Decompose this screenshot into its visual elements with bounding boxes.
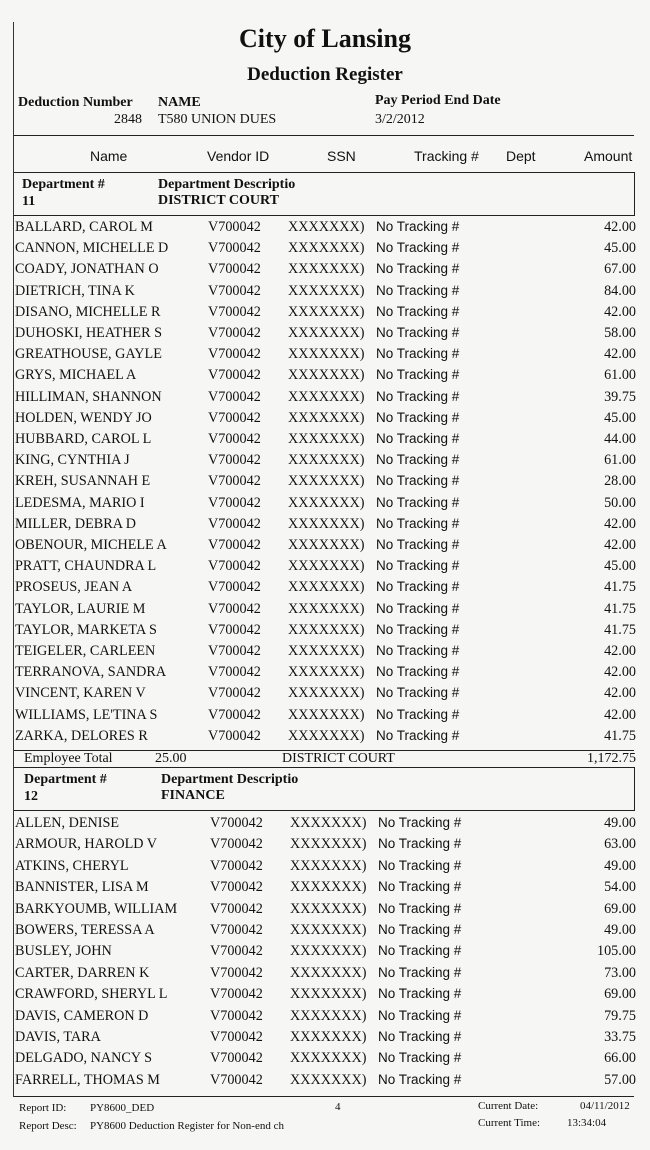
deduction-amount: 42.00 <box>604 303 636 320</box>
deduction-amount: 41.75 <box>604 621 636 638</box>
footer-divider <box>14 1096 634 1097</box>
ssn-masked: XXXXXXX) <box>288 515 365 532</box>
header-divider <box>14 135 634 136</box>
tracking-number: No Tracking # <box>378 857 462 873</box>
vendor-id: V700042 <box>208 346 261 363</box>
vendor-id: V700042 <box>208 261 261 278</box>
ssn-masked: XXXXXXX) <box>288 409 365 426</box>
employee-name: PROSEUS, JEAN A <box>15 579 133 596</box>
vendor-id: V700042 <box>210 964 263 981</box>
ssn-masked: XXXXXXX) <box>288 388 365 405</box>
table-row <box>14 261 636 282</box>
department-description-label: Department Descriptio <box>161 772 299 787</box>
tracking-number: No Tracking # <box>378 836 462 852</box>
table-row <box>14 901 636 922</box>
report-title: City of Lansing <box>239 24 411 53</box>
table-row <box>14 1050 636 1071</box>
table-row <box>14 325 636 346</box>
ssn-masked: XXXXXXX) <box>290 815 367 831</box>
table-row <box>14 685 636 706</box>
table-row <box>14 858 636 879</box>
vendor-id: V700042 <box>208 600 261 617</box>
table-row <box>14 473 636 494</box>
tracking-number: No Tracking # <box>378 879 462 895</box>
ssn-masked: XXXXXXX) <box>288 706 365 723</box>
table-row <box>14 815 636 836</box>
vendor-id: V700042 <box>210 922 263 938</box>
table-row <box>14 643 636 664</box>
table-row <box>14 579 636 600</box>
report-id: PY8600_DED <box>90 1102 155 1114</box>
deduction-amount: 45.00 <box>604 240 636 257</box>
table-row <box>14 367 636 388</box>
employee-name: HUBBARD, CAROL L <box>15 431 152 447</box>
ssn-masked: XXXXXXX) <box>288 664 365 681</box>
tracking-number: No Tracking # <box>376 515 460 531</box>
vendor-id: V700042 <box>208 409 261 426</box>
tracking-number: No Tracking # <box>376 579 460 595</box>
vendor-id: V700042 <box>210 943 263 960</box>
report-id-label: Report ID: <box>19 1102 67 1114</box>
vendor-id: V700042 <box>208 558 261 575</box>
employee-name: PRATT, CHAUNDRA L <box>15 558 157 575</box>
deduction-amount: 54.00 <box>604 879 636 896</box>
deduction-number-label: Deduction Number <box>18 95 133 110</box>
employee-name: BANNISTER, LISA M <box>15 879 149 896</box>
ssn-masked: XXXXXXX) <box>290 1007 367 1024</box>
deduction-amount: 39.75 <box>604 388 636 405</box>
ssn-masked: XXXXXXX) <box>288 621 365 638</box>
tracking-number: No Tracking # <box>376 452 460 468</box>
employee-name: LEDESMA, MARIO I <box>15 494 145 511</box>
column-header-name: Name <box>90 148 128 164</box>
tracking-number: No Tracking # <box>378 943 462 959</box>
deduction-amount: 42.00 <box>604 515 636 532</box>
current-time-label: Current Time: <box>478 1117 541 1129</box>
deduction-amount: 42.00 <box>604 664 636 681</box>
tracking-number: No Tracking # <box>378 1007 462 1023</box>
table-row <box>14 728 636 749</box>
employee-name: ARMOUR, HAROLD V <box>15 836 158 853</box>
table-row <box>14 304 636 325</box>
tracking-number: No Tracking # <box>376 367 460 383</box>
employee-name: DUHOSKI, HEATHER S <box>15 325 162 341</box>
tracking-number: No Tracking # <box>376 621 460 637</box>
vendor-id: V700042 <box>208 431 261 447</box>
ssn-masked: XXXXXXX) <box>288 727 365 744</box>
ssn-masked: XXXXXXX) <box>288 685 365 702</box>
deduction-amount: 42.00 <box>604 537 636 553</box>
ssn-masked: XXXXXXX) <box>288 431 365 447</box>
ssn-masked: XXXXXXX) <box>288 537 365 553</box>
page-number: 4 <box>335 1101 341 1113</box>
vendor-id: V700042 <box>210 836 263 853</box>
table-row <box>14 346 636 367</box>
vendor-id: V700042 <box>210 1050 263 1067</box>
tracking-number: No Tracking # <box>378 1071 462 1087</box>
table-row <box>14 879 636 900</box>
tracking-number: No Tracking # <box>376 643 460 658</box>
ssn-masked: XXXXXXX) <box>288 558 365 575</box>
tracking-number: No Tracking # <box>378 815 462 830</box>
tracking-number: No Tracking # <box>376 388 460 404</box>
deduction-number: 2848 <box>114 112 142 127</box>
department-number: 11 <box>22 194 36 209</box>
employee-name: DAVIS, CAMERON D <box>15 1007 149 1024</box>
employee-total-amount: 1,172.75 <box>587 751 636 766</box>
vendor-id: V700042 <box>208 240 261 257</box>
vendor-id: V700042 <box>210 879 263 896</box>
employee-name: BOWERS, TERESSA A <box>15 922 155 938</box>
vendor-id: V700042 <box>208 515 261 532</box>
tracking-number: No Tracking # <box>376 282 460 298</box>
table-row <box>14 558 636 579</box>
department-description-label: Department Descriptio <box>158 177 296 192</box>
ssn-masked: XXXXXXX) <box>288 473 365 490</box>
table-row <box>14 986 636 1007</box>
report-desc: PY8600 Deduction Register for Non-end ch <box>90 1120 284 1132</box>
column-header-dept: Dept <box>506 148 536 164</box>
ssn-masked: XXXXXXX) <box>290 879 367 896</box>
employee-name: GRYS, MICHAEL A <box>15 367 137 384</box>
employee-name: TERRANOVA, SANDRA <box>15 664 167 681</box>
deduction-amount: 42.00 <box>604 643 636 659</box>
deduction-amount: 42.00 <box>604 219 636 235</box>
table-row <box>14 240 636 261</box>
vendor-id: V700042 <box>208 473 261 490</box>
ssn-masked: XXXXXXX) <box>290 1029 367 1045</box>
ssn-masked: XXXXXXX) <box>288 579 365 596</box>
deduction-amount: 41.75 <box>604 579 636 596</box>
table-row <box>14 495 636 516</box>
deduction-amount: 42.00 <box>604 346 636 363</box>
vendor-id: V700042 <box>208 388 261 405</box>
vendor-id: V700042 <box>210 1071 263 1088</box>
deduction-amount: 42.00 <box>604 706 636 723</box>
tracking-number: No Tracking # <box>378 964 462 980</box>
tracking-number: No Tracking # <box>376 325 460 340</box>
table-row <box>14 219 636 240</box>
tracking-number: No Tracking # <box>376 685 460 701</box>
vendor-id: V700042 <box>208 303 261 320</box>
employee-name: HILLIMAN, SHANNON <box>15 388 162 405</box>
tracking-number: No Tracking # <box>376 664 460 680</box>
employee-name: FARRELL, THOMAS M <box>15 1071 160 1088</box>
table-row <box>14 410 636 431</box>
tracking-number: No Tracking # <box>376 219 460 234</box>
table-row <box>14 431 636 452</box>
current-date-label: Current Date: <box>478 1100 539 1112</box>
ssn-masked: XXXXXXX) <box>288 261 365 278</box>
department-header-box <box>14 172 635 216</box>
ssn-masked: XXXXXXX) <box>290 900 367 917</box>
table-row <box>14 1072 636 1093</box>
tracking-number: No Tracking # <box>376 706 460 722</box>
vendor-id: V700042 <box>210 986 263 1003</box>
tracking-number: No Tracking # <box>376 240 460 256</box>
column-header-tracking: Tracking # <box>414 148 479 164</box>
column-header-vendor: Vendor ID <box>207 148 270 164</box>
ssn-masked: XXXXXXX) <box>290 857 367 874</box>
ssn-masked: XXXXXXX) <box>290 922 367 938</box>
tracking-number: No Tracking # <box>376 558 460 574</box>
ssn-masked: XXXXXXX) <box>290 1071 367 1088</box>
employee-name: GREATHOUSE, GAYLE <box>15 346 162 363</box>
tracking-number: No Tracking # <box>376 537 460 552</box>
vendor-id: V700042 <box>208 643 261 659</box>
vendor-id: V700042 <box>210 900 263 917</box>
employee-total-label: Employee Total <box>24 751 113 766</box>
employee-name: ATKINS, CHERYL <box>15 857 129 874</box>
deduction-amount: 69.00 <box>604 900 636 917</box>
vendor-id: V700042 <box>210 857 263 874</box>
employee-name: CRAWFORD, SHERYL L <box>15 986 168 1003</box>
table-row <box>14 622 636 643</box>
ssn-masked: XXXXXXX) <box>288 452 365 469</box>
pay-period-label: Pay Period End Date <box>375 93 501 108</box>
employee-name: VINCENT, KAREN V <box>15 685 146 702</box>
employee-name: OBENOUR, MICHELE A <box>15 537 167 553</box>
deduction-amount: 33.75 <box>604 1029 636 1045</box>
tracking-number: No Tracking # <box>376 409 460 425</box>
table-row <box>14 601 636 622</box>
tracking-number: No Tracking # <box>378 900 462 916</box>
tracking-number: No Tracking # <box>378 1029 462 1044</box>
ssn-masked: XXXXXXX) <box>288 346 365 363</box>
department-number: 12 <box>24 789 38 804</box>
employee-name: HOLDEN, WENDY JO <box>15 409 152 426</box>
table-row <box>14 922 636 943</box>
vendor-id: V700042 <box>208 367 261 384</box>
deduction-amount: 41.75 <box>604 727 636 744</box>
employee-name: DIETRICH, TINA K <box>15 282 135 299</box>
deduction-amount: 63.00 <box>604 836 636 853</box>
deduction-amount: 41.75 <box>604 600 636 617</box>
ssn-masked: XXXXXXX) <box>288 240 365 257</box>
ssn-masked: XXXXXXX) <box>290 1050 367 1067</box>
employee-name: TAYLOR, LAURIE M <box>15 600 146 617</box>
department-number-label: Department # <box>22 177 105 192</box>
employee-name: ZARKA, DELORES R <box>15 727 148 744</box>
table-row <box>14 537 636 558</box>
table-row <box>14 707 636 728</box>
deduction-amount: 49.00 <box>604 857 636 874</box>
ssn-masked: XXXXXXX) <box>288 282 365 299</box>
employee-total-dept: DISTRICT COURT <box>282 751 395 766</box>
vendor-id: V700042 <box>208 579 261 596</box>
tracking-number: No Tracking # <box>378 986 462 1002</box>
employee-name: DAVIS, TARA <box>15 1029 101 1045</box>
table-row <box>14 1029 636 1050</box>
vendor-id: V700042 <box>208 452 261 469</box>
tracking-number: No Tracking # <box>376 303 460 319</box>
ssn-masked: XXXXXXX) <box>288 643 365 659</box>
column-header-ssn: SSN <box>327 148 356 164</box>
employee-name: BARKYOUMB, WILLIAM <box>15 900 178 917</box>
tracking-number: No Tracking # <box>376 494 460 510</box>
column-header-amount: Amount <box>584 148 633 164</box>
employee-name: BALLARD, CAROL M <box>15 219 153 235</box>
tracking-number: No Tracking # <box>376 431 460 446</box>
employee-name: CANNON, MICHELLE D <box>15 240 169 257</box>
deduction-amount: 61.00 <box>604 367 636 384</box>
vendor-id: V700042 <box>208 664 261 681</box>
deduction-amount: 28.00 <box>604 473 636 490</box>
ssn-masked: XXXXXXX) <box>288 600 365 617</box>
employee-name: KREH, SUSANNAH E <box>15 473 151 490</box>
tracking-number: No Tracking # <box>378 1050 462 1066</box>
report-desc-label: Report Desc: <box>19 1120 77 1132</box>
department-description: FINANCE <box>161 788 225 803</box>
vendor-id: V700042 <box>208 219 261 235</box>
ssn-masked: XXXXXXX) <box>288 367 365 384</box>
name-label: NAME <box>158 95 201 110</box>
deduction-amount: 69.00 <box>604 986 636 1003</box>
tracking-number: No Tracking # <box>378 922 462 937</box>
department-number-label: Department # <box>24 772 107 787</box>
tracking-number: No Tracking # <box>376 473 460 489</box>
employee-name: WILLIAMS, LE'TINA S <box>15 706 158 723</box>
employee-name: ALLEN, DENISE <box>15 815 120 831</box>
tracking-number: No Tracking # <box>376 346 460 362</box>
deduction-amount: 42.00 <box>604 685 636 702</box>
vendor-id: V700042 <box>210 815 263 831</box>
department-header-box <box>14 767 635 811</box>
ssn-masked: XXXXXXX) <box>288 325 365 341</box>
ssn-masked: XXXXXXX) <box>288 219 365 235</box>
table-row <box>14 516 636 537</box>
table-row <box>14 389 636 410</box>
deduction-amount: 49.00 <box>604 815 636 831</box>
employee-name: COADY, JONATHAN O <box>15 261 159 278</box>
vendor-id: V700042 <box>208 282 261 299</box>
ssn-masked: XXXXXXX) <box>290 964 367 981</box>
deduction-name: T580 UNION DUES <box>158 112 277 127</box>
employee-name: TAYLOR, MARKETA S <box>15 621 157 638</box>
table-row <box>14 664 636 685</box>
report-subtitle: Deduction Register <box>247 64 403 85</box>
vendor-id: V700042 <box>208 685 261 702</box>
table-row <box>14 836 636 857</box>
vendor-id: V700042 <box>208 494 261 511</box>
deduction-amount: 67.00 <box>604 261 636 278</box>
deduction-amount: 50.00 <box>604 494 636 511</box>
employee-name: BUSLEY, JOHN <box>15 943 112 960</box>
deduction-amount: 66.00 <box>604 1050 636 1067</box>
pay-period-value: 3/2/2012 <box>375 112 425 127</box>
vendor-id: V700042 <box>210 1029 263 1045</box>
deduction-amount: 45.00 <box>604 558 636 575</box>
department-description: DISTRICT COURT <box>158 193 280 208</box>
tracking-number: No Tracking # <box>376 261 460 277</box>
deduction-amount: 105.00 <box>596 943 636 960</box>
table-row <box>14 1008 636 1029</box>
employee-name: DELGADO, NANCY S <box>15 1050 153 1067</box>
vendor-id: V700042 <box>208 325 261 341</box>
ssn-masked: XXXXXXX) <box>288 303 365 320</box>
employee-name: TEIGELER, CARLEEN <box>15 643 156 659</box>
deduction-amount: 49.00 <box>604 922 636 938</box>
deduction-amount: 73.00 <box>604 964 636 981</box>
deduction-amount: 57.00 <box>604 1071 636 1088</box>
deduction-amount: 84.00 <box>604 282 636 299</box>
employee-name: DISANO, MICHELLE R <box>15 303 161 320</box>
table-row <box>14 452 636 473</box>
employee-total-count: 25.00 <box>155 751 187 766</box>
deduction-amount: 61.00 <box>604 452 636 469</box>
deduction-amount: 58.00 <box>604 325 636 341</box>
ssn-masked: XXXXXXX) <box>290 986 367 1003</box>
vendor-id: V700042 <box>208 537 261 553</box>
ssn-masked: XXXXXXX) <box>290 836 367 853</box>
ssn-masked: XXXXXXX) <box>290 943 367 960</box>
table-row <box>14 965 636 986</box>
employee-name: KING, CYNTHIA J <box>15 452 130 469</box>
employee-name: MILLER, DEBRA D <box>15 515 136 532</box>
ssn-masked: XXXXXXX) <box>288 494 365 511</box>
vendor-id: V700042 <box>208 621 261 638</box>
tracking-number: No Tracking # <box>376 727 460 743</box>
tracking-number: No Tracking # <box>376 600 460 616</box>
vendor-id: V700042 <box>208 706 261 723</box>
vendor-id: V700042 <box>210 1007 263 1024</box>
deduction-amount: 45.00 <box>604 409 636 426</box>
current-time: 13:34:04 <box>567 1117 607 1129</box>
table-row <box>14 943 636 964</box>
deduction-amount: 44.00 <box>604 431 636 447</box>
deduction-amount: 79.75 <box>604 1007 636 1024</box>
table-row <box>14 283 636 304</box>
vendor-id: V700042 <box>208 727 261 744</box>
current-date: 04/11/2012 <box>580 1100 630 1112</box>
employee-name: CARTER, DARREN K <box>15 964 150 981</box>
